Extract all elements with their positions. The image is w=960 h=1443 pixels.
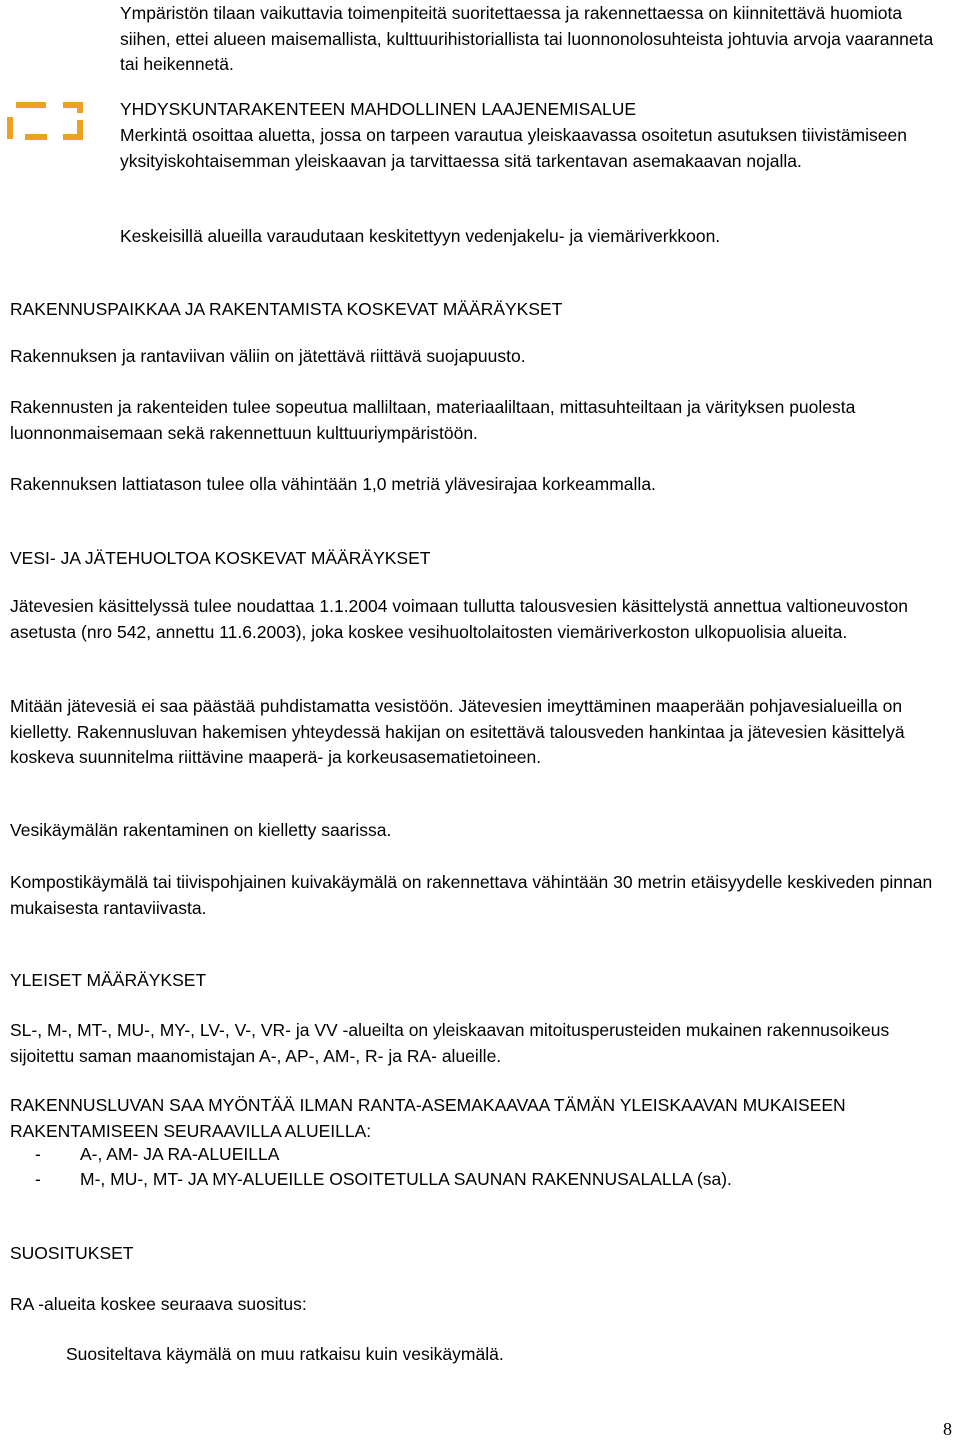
list-bullet: - [35,1169,41,1189]
section-heading-general: YLEISET MÄÄRÄYKSET [10,970,207,990]
building-paragraph-3: Rakennuksen lattiatason tulee olla vähintään 1,0 metriä ylävesirajaa korkeammalla. [10,474,656,494]
page-number: 8 [943,1419,952,1439]
list-item: A-, AM- JA RA-ALUEILLA [80,1144,280,1164]
water-paragraph-3: Vesikäymälän rakentaminen on kielletty saarissa. [10,820,392,840]
recommendations-paragraph-2: Suositeltava käymälä on muu ratkaisu kuin vesikäymälä. [66,1344,504,1364]
list-bullet: - [35,1144,41,1164]
legend-description: Merkintä osoittaa aluetta, jossa on tarpeen varautua yleiskaavassa osoitetun asutuksen tiivistämiseen yksityiskohtaisemman yleiskaavan ja tarvittaessa sitä tarkentavan asemakaavan nojalla. [120,125,907,171]
section-heading-building: RAKENNUSPAIKKAA JA RAKENTAMISTA KOSKEVAT MÄÄRÄYKSET [10,299,563,319]
water-paragraph-4: Kompostikäymälä tai tiivispohjainen kuivakäymälä on rakennettava vähintään 30 metrin etäisyydelle keskiveden pinnan mukaisesta rantaviivasta. [10,872,933,918]
recommendations-paragraph-1: RA -alueita koskee seuraava suositus: [10,1294,307,1314]
building-paragraph-2: Rakennusten ja rakenteiden tulee sopeutua malliltaan, materiaaliltaan, mittasuhteiltaan ja värityksen puolesta luonnonmaisemaan sekä rakennettuun kulttuuriympäristöön. [10,397,856,443]
general-paragraph-2: RAKENNUSLUVAN SAA MYÖNTÄÄ ILMAN RANTA-ASEMAKAAVAA TÄMÄN YLEISKAAVAN MUKAISEEN RAKENTAMISEEN SEURAAVILLA ALUEILLA: [10,1095,846,1141]
water-paragraph-1: Jätevesien käsittelyssä tulee noudattaa 1.1.2004 voimaan tullutta talousvesien käsittelystä annettua valtioneuvoston asetusta (nro 542, annettu 11.6.2003), joka koskee vesihuoltolaitosten viemäriverkoston ulkopuolisia alueita. [10,596,908,642]
section-heading-recommendations: SUOSITUKSET [10,1243,134,1263]
legend-title: YHDYSKUNTARAKENTEEN MAHDOLLINEN LAAJENEMISALUE [120,99,637,119]
list-item: M-, MU-, MT- JA MY-ALUEILLE OSOITETULLA SAUNAN RAKENNUSALALLA (sa). [80,1169,732,1189]
dashed-boundary-legend-icon [5,100,85,145]
water-paragraph-2: Mitään jätevesiä ei saa päästää puhdistamatta vesistöön. Jätevesien imeyttäminen maaperään pohjavesialueilla on kielletty. Rakennusluvan hakemisen yhteydessä hakijan on esitettävä talousveden hankintaa ja jätevesien käsittelyä koskeva suunnitelma riittävine maaperä- ja korkeusasematietoineen. [10,696,905,767]
section-heading-water: VESI- JA JÄTEHUOLTOA KOSKEVAT MÄÄRÄYKSET [10,548,431,568]
building-paragraph-1: Rakennuksen ja rantaviivan väliin on jätettävä riittävä suojapuusto. [10,346,526,366]
general-paragraph-1: SL-, M-, MT-, MU-, MY-, LV-, V-, VR- ja VV -alueilta on yleiskaavan mitoitusperusteiden mukainen rakennusoikeus sijoitettu saman maanomistajan A-, AP-, AM-, R- ja RA- alueille. [10,1020,890,1066]
legend-note: Keskeisillä alueilla varaudutaan keskitettyyn vedenjakelu- ja viemäriverkkoon. [120,226,721,246]
intro-paragraph: Ympäristön tilaan vaikuttavia toimenpiteitä suoritettaessa ja rakennettaessa on kiinnitettävä huomiota siihen, ettei alueen maisemallista, kulttuurihistoriallista tai luonnonolosuhteista johtuvia arvoja vaaranneta tai heikennetä. [120,3,934,74]
